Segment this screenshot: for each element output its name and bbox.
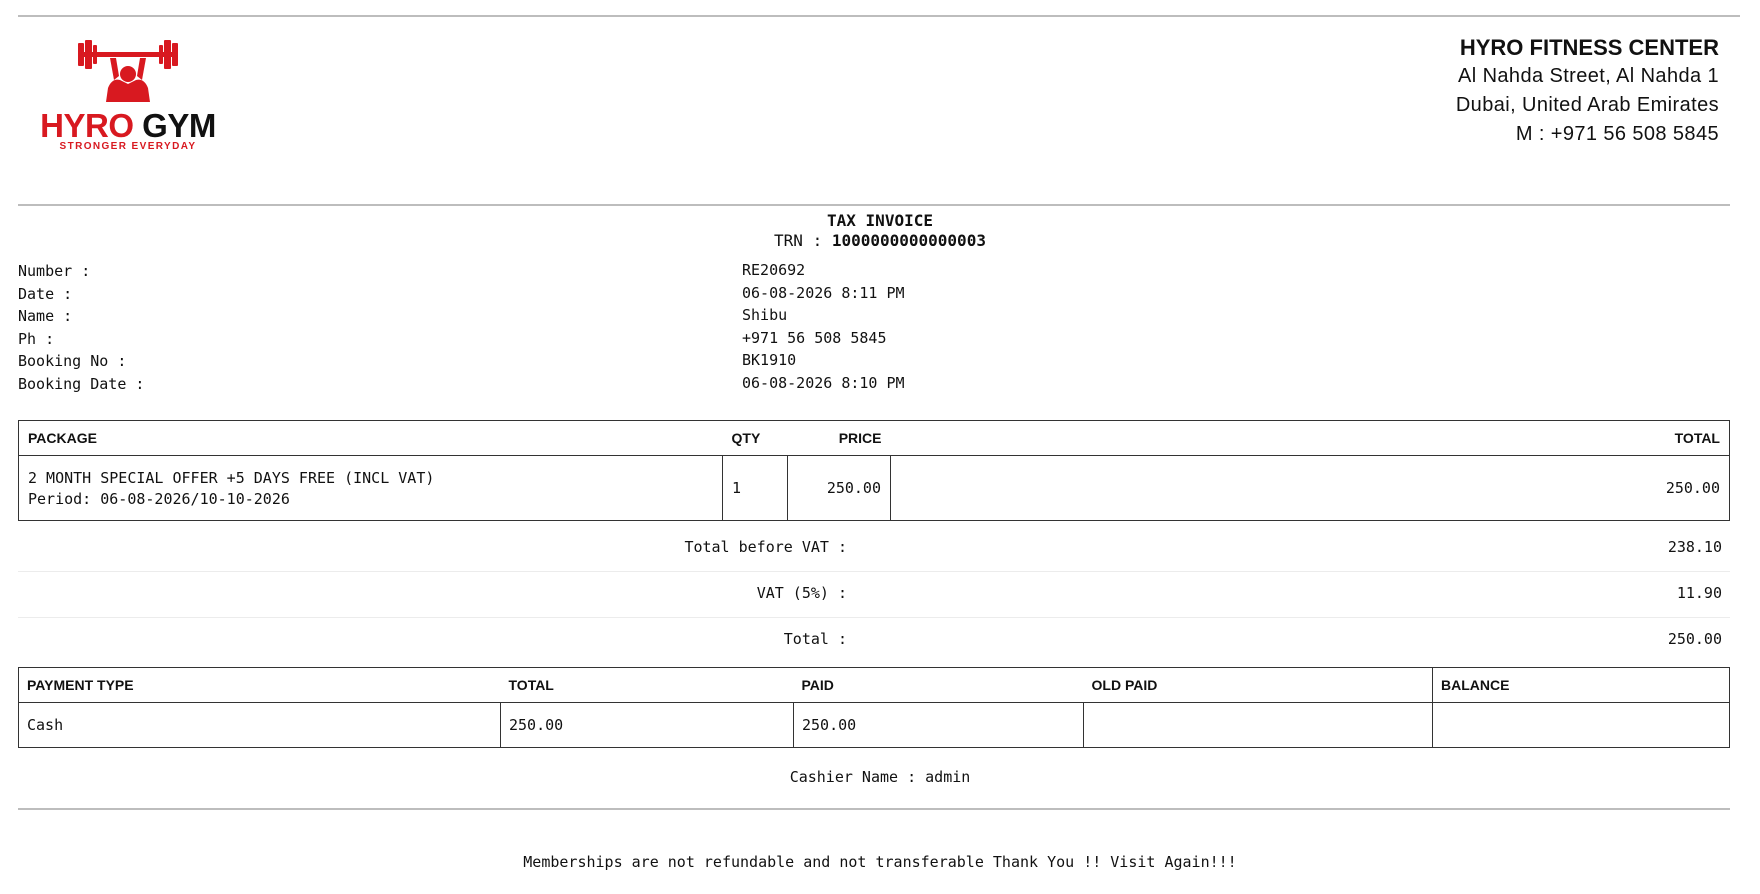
table-row <box>19 456 1730 521</box>
detail-value: +971 56 508 5845 <box>742 328 887 347</box>
totals-row <box>18 618 1730 663</box>
trn-value: 1000000000000003 <box>831 231 986 250</box>
header-divider <box>18 204 1730 206</box>
detail-value: 06-08-2026 8:11 PM <box>742 283 905 302</box>
company-address-line2: Dubai, United Arab Emirates <box>1455 94 1719 116</box>
footer-note: Memberships are not refundable and not transferable Thank You !! Visit Again!!! <box>523 853 1237 871</box>
package-table <box>18 420 1730 521</box>
company-address-line1: Al Nahda Street, Al Nahda 1 <box>1458 65 1719 87</box>
table-row <box>19 703 1730 748</box>
col-header-total: TOTAL <box>891 421 1730 456</box>
payment-total-cell: 250.00 <box>501 703 794 748</box>
logo-wordmark: HYRO GYM <box>40 107 216 144</box>
cashier-name: Cashier Name : admin <box>789 768 971 786</box>
totals-row <box>18 526 1730 572</box>
totals-label: Total before VAT : <box>684 538 847 556</box>
weightlifter-barbell-icon <box>72 40 184 112</box>
detail-value: 06-08-2026 8:10 PM <box>742 373 905 392</box>
company-name: HYRO FITNESS CENTER <box>1459 35 1719 60</box>
detail-label: Ph : <box>18 329 55 348</box>
col-header-qty: QTY <box>723 421 788 456</box>
totals-section <box>18 526 1730 663</box>
detail-label: Number : <box>18 262 91 280</box>
totals-value: 11.90 <box>1676 584 1722 602</box>
detail-value: RE20692 <box>742 261 806 279</box>
payment-paid-cell: 250.00 <box>794 703 1084 748</box>
detail-value: BK1910 <box>742 351 797 370</box>
package-cell <box>19 456 723 521</box>
package-period: Period: 06-08-2026/10-10-2026 <box>28 489 290 508</box>
col-header-paid: PAID <box>794 668 1084 703</box>
col-header-payment-type: PAYMENT TYPE <box>19 668 501 703</box>
package-name: 2 MONTH SPECIAL OFFER +5 DAYS FREE (INCL VAT) <box>28 468 435 487</box>
company-mobile: M : +971 56 508 5845 <box>1515 123 1719 145</box>
price-cell: 250.00 <box>788 456 891 521</box>
col-header-package: PACKAGE <box>19 421 723 456</box>
totals-label: Total : <box>783 630 847 648</box>
qty-cell: 1 <box>723 456 788 521</box>
logo-tagline: STRONGER EVERYDAY <box>59 141 197 152</box>
top-divider <box>18 15 1740 17</box>
payment-type-cell: Cash <box>19 703 501 748</box>
detail-label: Date : <box>18 284 73 303</box>
col-header-old-paid: OLD PAID <box>1084 668 1433 703</box>
gym-logo <box>38 40 218 160</box>
col-header-balance: BALANCE <box>1433 668 1730 703</box>
detail-value: Shibu <box>742 306 788 325</box>
company-info <box>1456 34 1719 149</box>
total-cell: 250.00 <box>891 456 1730 521</box>
payment-balance-cell <box>1433 703 1730 748</box>
invoice-title: TAX INVOICE <box>827 211 933 230</box>
footer-divider <box>18 808 1730 810</box>
totals-row <box>18 572 1730 618</box>
trn-line: TRN : 1000000000000003 <box>774 231 986 250</box>
payment-old-paid-cell <box>1084 703 1433 748</box>
detail-label: Booking No : <box>18 352 127 371</box>
col-header-total: TOTAL <box>501 668 794 703</box>
payment-table-header <box>19 668 1730 703</box>
payment-table <box>18 667 1730 748</box>
package-table-header <box>19 421 1730 456</box>
col-header-price: PRICE <box>788 421 891 456</box>
detail-label: Booking Date : <box>18 374 145 393</box>
totals-label: VAT (5%) : <box>756 584 847 602</box>
detail-label: Name : <box>18 307 73 326</box>
totals-value: 238.10 <box>1667 538 1722 556</box>
totals-value: 250.00 <box>1667 630 1722 648</box>
